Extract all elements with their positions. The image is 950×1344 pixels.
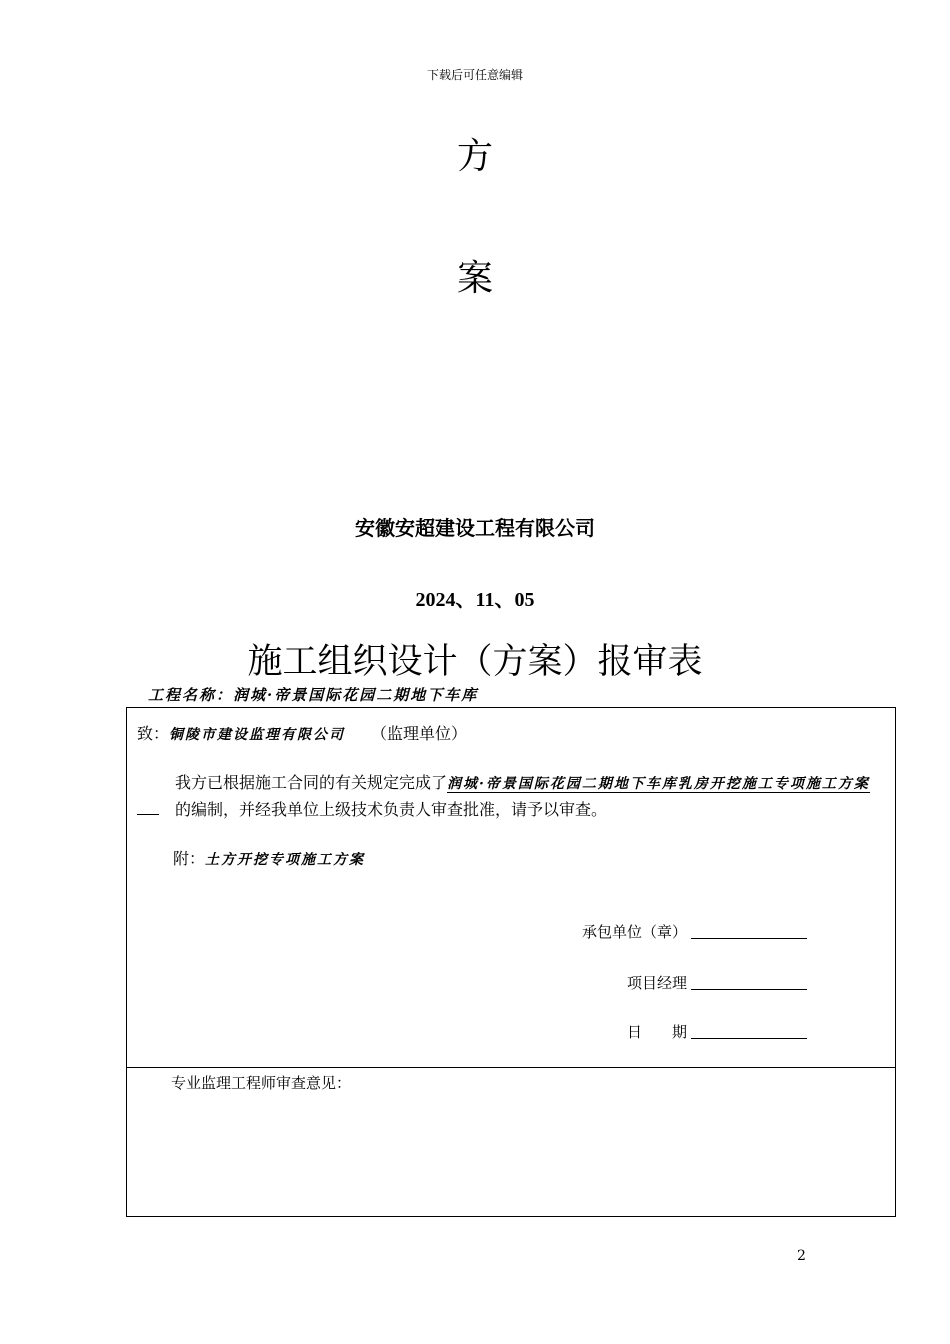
attachment-line bbox=[173, 846, 365, 869]
supervision-unit-name: 铜陵市建设监理有限公司 bbox=[169, 727, 346, 743]
company-name: 安徽安超建设工程有限公司 bbox=[355, 516, 595, 540]
date-sign-row bbox=[563, 1021, 807, 1042]
date-label: 日 期 bbox=[626, 1023, 687, 1041]
manager-blank[interactable] bbox=[691, 975, 807, 990]
cover-date: 2024、11、05 bbox=[415, 589, 535, 611]
page-number: 2 bbox=[797, 1248, 806, 1264]
addressee-line bbox=[137, 721, 467, 744]
submission-paragraph bbox=[137, 770, 889, 823]
engineer-review-label: 专业监理工程师审查意见： bbox=[171, 1074, 352, 1092]
review-form-table bbox=[126, 707, 896, 1217]
contractor-label: 承包单位（章） bbox=[581, 923, 687, 941]
paragraph-end: 的编制，并经我单位上级技术负责人审查批准，请予以审查。 bbox=[175, 800, 608, 819]
addressee-prefix: 致： bbox=[137, 724, 170, 743]
contractor-blank[interactable] bbox=[691, 924, 807, 939]
cover-title-char-2: 案 bbox=[456, 258, 493, 299]
contractor-sign-row bbox=[563, 921, 807, 942]
table-divider bbox=[127, 1067, 895, 1068]
manager-sign-row bbox=[563, 972, 807, 993]
plan-name-underline bbox=[137, 800, 159, 815]
project-name-line: 工程名称：润城·帝景国际花园二期地下车库 bbox=[148, 686, 479, 704]
paragraph-start: 我方已根据施工合同的有关规定完成了 bbox=[175, 773, 448, 792]
header-note: 下载后可任意编辑 bbox=[426, 68, 523, 82]
date-blank[interactable] bbox=[691, 1024, 807, 1039]
attachment-name: 土方开挖专项施工方案 bbox=[205, 852, 366, 868]
cover-title-char-1: 方 bbox=[456, 136, 493, 177]
form-title: 施工组织设计（方案）报审表 bbox=[247, 642, 703, 682]
attachment-prefix: 附： bbox=[173, 849, 206, 868]
supervision-unit-note: （监理单位） bbox=[371, 724, 468, 743]
manager-label: 项目经理 bbox=[626, 974, 687, 992]
plan-name: 润城·帝景国际花园二期地下车库乳房开挖施工专项施工方案 bbox=[447, 776, 870, 792]
